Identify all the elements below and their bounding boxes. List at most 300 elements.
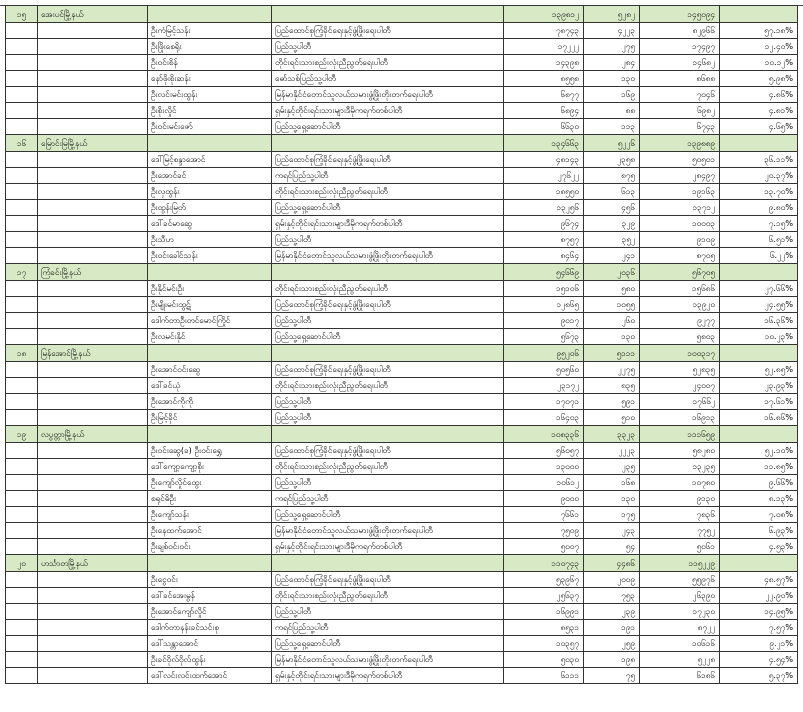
- candidate-valid-votes-cell[interactable]: ၄၈၁၄၃: [504, 152, 584, 168]
- candidate-invalid-votes-cell[interactable]: ၂၇၅: [584, 39, 640, 55]
- empty-cell[interactable]: [38, 200, 148, 216]
- empty-cell[interactable]: [38, 248, 148, 264]
- candidate-percent-cell[interactable]: ၄.၈၆%: [720, 87, 798, 103]
- candidate-name-cell[interactable]: ဦးဝင်းစိန်: [148, 55, 272, 71]
- township-valid-votes-cell[interactable]: ၁၃၉၈၁၂: [504, 6, 584, 23]
- candidate-invalid-votes-cell[interactable]: ၇၅၃: [584, 588, 640, 604]
- empty-cell[interactable]: [6, 200, 38, 216]
- party-name-cell[interactable]: ပြည်ထောင်စုကြံ့ခိုင်ရေးနှင့်ဖွံ့ဖြိုးရေးပါတီ: [272, 362, 504, 378]
- party-name-cell[interactable]: ပြည်သူ့ရှေ့ဆောင်ပါတီ: [272, 507, 504, 523]
- candidate-invalid-votes-cell[interactable]: ၂၃၉: [584, 604, 640, 620]
- empty-cell[interactable]: [6, 168, 38, 184]
- party-name-cell[interactable]: တိုင်းရင်းသားစည်းလုံးညီညွတ်ရေးပါတီ: [272, 184, 504, 200]
- candidate-name-cell[interactable]: ဒေါ်လင်းလင်းထက်အောင်: [148, 668, 272, 684]
- empty-cell[interactable]: [38, 636, 148, 652]
- candidate-total-votes-cell[interactable]: ၇၇၅၂: [640, 523, 720, 539]
- candidate-valid-votes-cell[interactable]: ၅၀၅၆၀: [504, 362, 584, 378]
- party-name-cell[interactable]: တိုင်းရင်းသားစည်းလုံးညီညွတ်ရေးပါတီ: [272, 55, 504, 71]
- party-name-cell[interactable]: ပြည်သူ့ပါတီ: [272, 604, 504, 620]
- empty-cell[interactable]: [38, 55, 148, 71]
- candidate-total-votes-cell[interactable]: ၁၆၉၁၃: [640, 410, 720, 426]
- empty-cell[interactable]: [272, 264, 504, 281]
- party-name-cell[interactable]: တိုင်းရင်းသားစည်းလုံးညီညွတ်ရေးပါတီ: [272, 588, 504, 604]
- candidate-invalid-votes-cell[interactable]: ၂၄၃: [584, 523, 640, 539]
- empty-cell[interactable]: [6, 119, 38, 135]
- township-code-cell[interactable]: ၁၇: [6, 264, 38, 281]
- township-code-cell[interactable]: ၁၉: [6, 426, 38, 443]
- party-name-cell[interactable]: ကရင်ပြည်သူ့ပါတီ: [272, 620, 504, 636]
- candidate-percent-cell[interactable]: ၁၁.၈၅%: [720, 459, 798, 475]
- candidate-total-votes-cell[interactable]: ၆၉၈၂: [640, 103, 720, 119]
- candidate-name-cell[interactable]: စရုင်ဓိဦး: [148, 491, 272, 507]
- empty-cell[interactable]: [6, 475, 38, 491]
- candidate-valid-votes-cell[interactable]: ၆၆၃၀: [504, 119, 584, 135]
- party-name-cell[interactable]: ပြည်ထောင်စုကြံ့ခိုင်ရေးနှင့်ဖွံ့ဖြိုးရေးပါတီ: [272, 443, 504, 459]
- candidate-valid-votes-cell[interactable]: ၅၆၀၅၇: [504, 443, 584, 459]
- township-invalid-votes-cell[interactable]: ၅၁၁၁: [584, 345, 640, 362]
- empty-cell[interactable]: [38, 572, 148, 588]
- party-name-cell[interactable]: ရှမ်းနှင့်တိုင်းရင်းသားများဒီမိုကရက်တစ်ပါတီ: [272, 216, 504, 232]
- candidate-invalid-votes-cell[interactable]: ၅၈၀: [584, 281, 640, 297]
- candidate-invalid-votes-cell[interactable]: ၂၆၀: [584, 313, 640, 329]
- candidate-percent-cell[interactable]: ၂၀.၃၇%: [720, 168, 798, 184]
- party-name-cell[interactable]: ပြည်ထောင်စုကြံ့ခိုင်ရေးနှင့်ဖွံ့ဖြိုးရေးပါတီ: [272, 572, 504, 588]
- candidate-percent-cell[interactable]: ၅.၉၈%: [720, 71, 798, 87]
- candidate-percent-cell[interactable]: ၅၂.၈၅%: [720, 362, 798, 378]
- party-name-cell[interactable]: ပြည်ထောင်စုကြံ့ခိုင်ရေးနှင့်ဖွံ့ဖြိုးရေးပါတီ: [272, 152, 504, 168]
- empty-cell[interactable]: [38, 507, 148, 523]
- empty-cell[interactable]: [6, 329, 38, 345]
- candidate-invalid-votes-cell[interactable]: ၃၅၂: [584, 232, 640, 248]
- township-name-cell[interactable]: မြောင်းမြမြို့နယ်: [38, 135, 148, 152]
- empty-cell[interactable]: [720, 135, 798, 152]
- candidate-valid-votes-cell[interactable]: ၁၂၈၆၅: [504, 297, 584, 313]
- candidate-name-cell[interactable]: ဦးဝင်းခေါင်သန်း: [148, 248, 272, 264]
- empty-cell[interactable]: [6, 620, 38, 636]
- candidate-invalid-votes-cell[interactable]: ၈၇၅: [584, 168, 640, 184]
- candidate-total-votes-cell[interactable]: ၅၂၂၈: [640, 652, 720, 668]
- candidate-invalid-votes-cell[interactable]: ၂၈၄: [584, 55, 640, 71]
- empty-cell[interactable]: [38, 232, 148, 248]
- candidate-total-votes-cell[interactable]: ၁၇၆၆၂: [640, 394, 720, 410]
- township-valid-votes-cell[interactable]: ၁၁၀၇၄၃: [504, 555, 584, 572]
- candidate-invalid-votes-cell[interactable]: ၈၈: [584, 103, 640, 119]
- candidate-name-cell[interactable]: ဒေါက်တာဦးတင်မောင်ကြိုင်: [148, 313, 272, 329]
- candidate-valid-votes-cell[interactable]: ၁၈၅၅၀: [504, 184, 584, 200]
- party-name-cell[interactable]: မြန်မာနိုင်ငံတောင်သူလယ်သမားဖွံ့ဖြိုးတိုးတက်ရေးပါတီ: [272, 248, 504, 264]
- candidate-total-votes-cell[interactable]: ၂၈၄၉၇: [640, 168, 720, 184]
- candidate-invalid-votes-cell[interactable]: ၂၃၅: [584, 459, 640, 475]
- candidate-valid-votes-cell[interactable]: ၉၀၁၇: [504, 313, 584, 329]
- empty-cell[interactable]: [148, 345, 272, 362]
- candidate-name-cell[interactable]: ဦးအောင်ခင်: [148, 168, 272, 184]
- party-name-cell[interactable]: ရှမ်းနှင့်တိုင်းရင်းသားများဒီမိုကရက်တစ်ပါတီ: [272, 539, 504, 555]
- township-valid-votes-cell[interactable]: ၉၅၂၀၆: [504, 345, 584, 362]
- empty-cell[interactable]: [38, 87, 148, 103]
- candidate-name-cell[interactable]: ဦးဖြိုးစေရိုး: [148, 39, 272, 55]
- candidate-percent-cell[interactable]: ၄၈.၅၇%: [720, 572, 798, 588]
- candidate-total-votes-cell[interactable]: ၈၇၀၅: [640, 248, 720, 264]
- empty-cell[interactable]: [6, 378, 38, 394]
- candidate-valid-votes-cell[interactable]: ၆၁၁၁: [504, 668, 584, 684]
- empty-cell[interactable]: [6, 281, 38, 297]
- candidate-valid-votes-cell[interactable]: ၅၀၃၀: [504, 652, 584, 668]
- candidate-name-cell[interactable]: ဒေါက်တာနန်းခင်သင်းစု: [148, 620, 272, 636]
- candidate-invalid-votes-cell[interactable]: ၂၄၁: [584, 248, 640, 264]
- township-invalid-votes-cell[interactable]: ၃၃၂၃: [584, 426, 640, 443]
- candidate-valid-votes-cell[interactable]: ၆၈၉၄: [504, 103, 584, 119]
- candidate-percent-cell[interactable]: ၆.၂၂%: [720, 248, 798, 264]
- candidate-valid-votes-cell[interactable]: ၇၈၇၄၃: [504, 23, 584, 39]
- candidate-valid-votes-cell[interactable]: ၁၇၀၇၁: [504, 394, 584, 410]
- candidate-invalid-votes-cell[interactable]: ၂၃၅၈: [584, 152, 640, 168]
- empty-cell[interactable]: [6, 313, 38, 329]
- party-name-cell[interactable]: ဓော်သစ်ပြည်သူ့ပါတီ: [272, 71, 504, 87]
- empty-cell[interactable]: [38, 378, 148, 394]
- candidate-total-votes-cell[interactable]: ၇၈၃၆: [640, 507, 720, 523]
- candidate-total-votes-cell[interactable]: ၉၁၃၀: [640, 491, 720, 507]
- candidate-invalid-votes-cell[interactable]: ၁၃၀: [584, 71, 640, 87]
- candidate-invalid-votes-cell[interactable]: ၅၄: [584, 539, 640, 555]
- empty-cell[interactable]: [6, 459, 38, 475]
- candidate-percent-cell[interactable]: ၂၃.၉၃%: [720, 378, 798, 394]
- candidate-invalid-votes-cell[interactable]: ၁၉၈: [584, 652, 640, 668]
- township-valid-votes-cell[interactable]: ၁၃၄၆၆၃: [504, 135, 584, 152]
- candidate-total-votes-cell[interactable]: ၂၆၃၉၀: [640, 588, 720, 604]
- candidate-invalid-votes-cell[interactable]: ၆၁၃: [584, 184, 640, 200]
- township-valid-votes-cell[interactable]: ၅၄၆၆၉: [504, 264, 584, 281]
- candidate-name-cell[interactable]: ဦးအောင်ဝင်းဆွေ: [148, 362, 272, 378]
- party-name-cell[interactable]: ပြည်သူ့ရှေ့ဆောင်ပါတီ: [272, 329, 504, 345]
- empty-cell[interactable]: [272, 135, 504, 152]
- empty-cell[interactable]: [38, 475, 148, 491]
- empty-cell[interactable]: [6, 23, 38, 39]
- empty-cell[interactable]: [6, 668, 38, 684]
- candidate-percent-cell[interactable]: ၄.၅၃%: [720, 539, 798, 555]
- candidate-percent-cell[interactable]: ၁၂.၄၀%: [720, 39, 798, 55]
- candidate-total-votes-cell[interactable]: ၅၂၈၃၅: [640, 362, 720, 378]
- candidate-valid-votes-cell[interactable]: ၁၄၃၉၈: [504, 55, 584, 71]
- candidate-name-cell[interactable]: ဦးမျိုးမင်းထွဋ်: [148, 297, 272, 313]
- candidate-total-votes-cell[interactable]: ၈၆၈၈: [640, 71, 720, 87]
- candidate-name-cell[interactable]: ဦးအောင်ကိုကို: [148, 394, 272, 410]
- candidate-percent-cell[interactable]: ၃၆.၁၁%: [720, 152, 798, 168]
- township-total-votes-cell[interactable]: ၁၃၉၈၈၉: [640, 135, 720, 152]
- candidate-name-cell[interactable]: ဦးငွေဝင်း: [148, 572, 272, 588]
- empty-cell[interactable]: [38, 313, 148, 329]
- empty-cell[interactable]: [148, 264, 272, 281]
- candidate-name-cell[interactable]: ဦးခင်ဝိုလ်ဝိုလ်ထွန်း: [148, 652, 272, 668]
- candidate-name-cell[interactable]: ဦးထွန်းမြတ်: [148, 200, 272, 216]
- empty-cell[interactable]: [38, 184, 148, 200]
- candidate-valid-votes-cell[interactable]: ၁၆၄၀၃: [504, 410, 584, 426]
- candidate-invalid-votes-cell[interactable]: ၁၁၃: [584, 119, 640, 135]
- candidate-percent-cell[interactable]: ၆.၉၃%: [720, 523, 798, 539]
- empty-cell[interactable]: [6, 39, 38, 55]
- candidate-invalid-votes-cell[interactable]: ၄၂၂၃: [584, 23, 640, 39]
- township-name-cell[interactable]: မြန်အောင်မြို့နယ်: [38, 345, 148, 362]
- candidate-valid-votes-cell[interactable]: ၅၀၀၇: [504, 539, 584, 555]
- township-code-cell[interactable]: ၁၆: [6, 135, 38, 152]
- empty-cell[interactable]: [6, 362, 38, 378]
- empty-cell[interactable]: [38, 620, 148, 636]
- township-invalid-votes-cell[interactable]: ၅၂၂၆: [584, 135, 640, 152]
- candidate-invalid-votes-cell[interactable]: ၅၁၀: [584, 410, 640, 426]
- township-valid-votes-cell[interactable]: ၁၀၈၃၃၆: [504, 426, 584, 443]
- candidate-valid-votes-cell[interactable]: ၉၆၇၄: [504, 216, 584, 232]
- party-name-cell[interactable]: ပြည်သူ့ပါတီ: [272, 313, 504, 329]
- empty-cell[interactable]: [6, 216, 38, 232]
- empty-cell[interactable]: [6, 491, 38, 507]
- candidate-total-votes-cell[interactable]: ၈၇၂၂: [640, 620, 720, 636]
- township-invalid-votes-cell[interactable]: ၂၀၃၆: [584, 264, 640, 281]
- candidate-name-cell[interactable]: ဒေါ်ခင်အေးမွန်: [148, 588, 272, 604]
- candidate-valid-votes-cell[interactable]: ၂၅၆၃၇: [504, 588, 584, 604]
- candidate-percent-cell[interactable]: ၅၇.၁၈%: [720, 23, 798, 39]
- empty-cell[interactable]: [148, 135, 272, 152]
- candidate-name-cell[interactable]: ဦးဝင်းမင်းဇော်: [148, 119, 272, 135]
- candidate-percent-cell[interactable]: ၁၄.၉၅%: [720, 604, 798, 620]
- party-name-cell[interactable]: ပြည်ထောင်စုကြံ့ခိုင်ရေးနှင့်ဖွံ့ဖြိုးရေးပါတီ: [272, 23, 504, 39]
- empty-cell[interactable]: [38, 652, 148, 668]
- candidate-total-votes-cell[interactable]: ၁၀၇၈၀: [640, 475, 720, 491]
- empty-cell[interactable]: [6, 55, 38, 71]
- party-name-cell[interactable]: တိုင်းရင်းသားစည်းလုံးညီညွတ်ရေးပါတီ: [272, 459, 504, 475]
- empty-cell[interactable]: [720, 264, 798, 281]
- empty-cell[interactable]: [38, 329, 148, 345]
- candidate-invalid-votes-cell[interactable]: ၅၉၁: [584, 394, 640, 410]
- candidate-invalid-votes-cell[interactable]: ၃၂၉: [584, 216, 640, 232]
- empty-cell[interactable]: [38, 604, 148, 620]
- party-name-cell[interactable]: တိုင်းရင်းသားစည်းလုံးညီညွတ်ရေးပါတီ: [272, 378, 504, 394]
- party-name-cell[interactable]: ပြည်သူ့ပါတီ: [272, 232, 504, 248]
- township-code-cell[interactable]: ၂၀: [6, 555, 38, 572]
- candidate-total-votes-cell[interactable]: ၁၇၄၉၇: [640, 39, 720, 55]
- candidate-percent-cell[interactable]: ၄.၈၁%: [720, 103, 798, 119]
- party-name-cell[interactable]: ပြည်သူ့ရှေ့ဆောင်ပါတီ: [272, 200, 504, 216]
- empty-cell[interactable]: [6, 103, 38, 119]
- party-name-cell[interactable]: မြန်မာနိုင်ငံတောင်သူလယ်သမားဖွံ့ဖြိုးတိုးတက်ရေးပါတီ: [272, 523, 504, 539]
- empty-cell[interactable]: [6, 604, 38, 620]
- candidate-valid-votes-cell[interactable]: ၁၃၀၀၀: [504, 459, 584, 475]
- township-total-votes-cell[interactable]: ၅၆၇၀၅: [640, 264, 720, 281]
- candidate-name-cell[interactable]: ဦးလှထွန်း: [148, 184, 272, 200]
- candidate-invalid-votes-cell[interactable]: ၁၀၅၅: [584, 297, 640, 313]
- township-total-votes-cell[interactable]: ၁၄၅၀၉၄: [640, 6, 720, 23]
- candidate-valid-votes-cell[interactable]: ၁၆၉၉၁: [504, 604, 584, 620]
- candidate-name-cell[interactable]: ဒေါ်ခင်မာဆွေ: [148, 216, 272, 232]
- candidate-percent-cell[interactable]: ၉.၆၆%: [720, 475, 798, 491]
- township-total-votes-cell[interactable]: ၁၁၅၂၂၉: [640, 555, 720, 572]
- candidate-valid-votes-cell[interactable]: ၇၆၆၁: [504, 507, 584, 523]
- candidate-valid-votes-cell[interactable]: ၈၅၅၈: [504, 71, 584, 87]
- empty-cell[interactable]: [148, 555, 272, 572]
- party-name-cell[interactable]: ပြည်သူ့ရှေ့ဆောင်ပါတီ: [272, 636, 504, 652]
- candidate-name-cell[interactable]: ဦးနိုင်မင်းဦး: [148, 281, 272, 297]
- empty-cell[interactable]: [38, 281, 148, 297]
- party-name-cell[interactable]: မြန်မာနိုင်ငံတောင်သူလယ်သမားဖွံ့ဖြိုးတိုးတက်ရေးပါတီ: [272, 87, 504, 103]
- candidate-total-votes-cell[interactable]: ၁၇၂၃၀: [640, 604, 720, 620]
- empty-cell[interactable]: [6, 443, 38, 459]
- candidate-name-cell[interactable]: ဦးကျော်သန်း: [148, 507, 272, 523]
- empty-cell[interactable]: [6, 297, 38, 313]
- candidate-name-cell[interactable]: ဒေါ်သန္တာအောင်: [148, 636, 272, 652]
- candidate-percent-cell[interactable]: ၆.၅၁%: [720, 232, 798, 248]
- empty-cell[interactable]: [148, 6, 272, 23]
- empty-cell[interactable]: [6, 394, 38, 410]
- candidate-invalid-votes-cell[interactable]: ၄၅၆: [584, 200, 640, 216]
- candidate-valid-votes-cell[interactable]: ၁၇၂၂၂: [504, 39, 584, 55]
- empty-cell[interactable]: [6, 152, 38, 168]
- candidate-invalid-votes-cell[interactable]: ၁၉၁: [584, 620, 640, 636]
- candidate-percent-cell[interactable]: ၁၀.၁၂%: [720, 55, 798, 71]
- empty-cell[interactable]: [6, 572, 38, 588]
- candidate-invalid-votes-cell[interactable]: ၂၀၀၉: [584, 572, 640, 588]
- candidate-name-cell[interactable]: ဒေါ်မြင့်စန္ဒာအောင်: [148, 152, 272, 168]
- empty-cell[interactable]: [38, 443, 148, 459]
- candidate-valid-votes-cell[interactable]: ၁၅၁၀၆: [504, 281, 584, 297]
- empty-cell[interactable]: [272, 345, 504, 362]
- candidate-name-cell[interactable]: ဦးလမင်းနိုင်: [148, 329, 272, 345]
- candidate-total-votes-cell[interactable]: ၁၀၀၀၃: [640, 216, 720, 232]
- candidate-invalid-votes-cell[interactable]: ၁၃၀: [584, 329, 640, 345]
- candidate-name-cell[interactable]: နော်ဖိုးစိုးဆန်း: [148, 71, 272, 87]
- candidate-valid-votes-cell[interactable]: ၉၀၀၀: [504, 491, 584, 507]
- empty-cell[interactable]: [38, 539, 148, 555]
- party-name-cell[interactable]: ရှမ်းနှင့်တိုင်းရင်းသားများဒီမိုကရက်တစ်ပါတီ: [272, 103, 504, 119]
- empty-cell[interactable]: [720, 555, 798, 572]
- empty-cell[interactable]: [38, 119, 148, 135]
- candidate-total-votes-cell[interactable]: ၅၅၉၇၆: [640, 572, 720, 588]
- candidate-name-cell[interactable]: ဦးကံမြင့်သန်း: [148, 23, 272, 39]
- empty-cell[interactable]: [38, 152, 148, 168]
- candidate-name-cell[interactable]: ဦးစိုးလှိုင်: [148, 103, 272, 119]
- party-name-cell[interactable]: တိုင်းရင်းသားစည်းလုံးညီညွတ်ရေးပါတီ: [272, 281, 504, 297]
- candidate-total-votes-cell[interactable]: ၁၉၁၆၃: [640, 184, 720, 200]
- candidate-total-votes-cell[interactable]: ၈၂၉၆၆: [640, 23, 720, 39]
- candidate-invalid-votes-cell[interactable]: ၇၅: [584, 668, 640, 684]
- empty-cell[interactable]: [6, 184, 38, 200]
- party-name-cell[interactable]: ပြည်သူ့ပါတီ: [272, 39, 504, 55]
- empty-cell[interactable]: [38, 23, 148, 39]
- candidate-valid-votes-cell[interactable]: ၁၀၃၅၇: [504, 636, 584, 652]
- empty-cell[interactable]: [38, 588, 148, 604]
- candidate-valid-votes-cell[interactable]: ၂၇၆၂၂: [504, 168, 584, 184]
- empty-cell[interactable]: [38, 394, 148, 410]
- candidate-name-cell[interactable]: ဦးသီဟ: [148, 232, 272, 248]
- township-name-cell[interactable]: အေးပင်မြို့နယ်: [38, 6, 148, 23]
- township-name-cell[interactable]: ဟင်္သာတမြို့နယ်: [38, 555, 148, 572]
- candidate-percent-cell[interactable]: ၄.၅၄%: [720, 652, 798, 668]
- empty-cell[interactable]: [38, 216, 148, 232]
- candidate-name-cell[interactable]: ဒေါ်ကျော့ကျော့စိုး: [148, 459, 272, 475]
- candidate-name-cell[interactable]: ဦးကျော်လှိုင်ထွေး: [148, 475, 272, 491]
- empty-cell[interactable]: [6, 539, 38, 555]
- party-name-cell[interactable]: ပြည်သူ့ပါတီ: [272, 410, 504, 426]
- candidate-total-votes-cell[interactable]: ၁၃၉၂၀: [640, 297, 720, 313]
- party-name-cell[interactable]: ကရင်ပြည်သူ့ပါတီ: [272, 491, 504, 507]
- candidate-invalid-votes-cell[interactable]: ၈၃၅: [584, 378, 640, 394]
- candidate-name-cell[interactable]: ဦးချစ်ဝင်းဝင်း: [148, 539, 272, 555]
- party-name-cell[interactable]: ပြည်ထောင်စုကြံ့ခိုင်ရေးနှင့်ဖွံ့ဖြိုးရေးပါတီ: [272, 297, 504, 313]
- candidate-valid-votes-cell[interactable]: ၁၃၂၅၆: [504, 200, 584, 216]
- candidate-invalid-votes-cell[interactable]: ၂၂၇၅: [584, 362, 640, 378]
- party-name-cell[interactable]: ပြည်သူ့ပါတီ: [272, 475, 504, 491]
- empty-cell[interactable]: [6, 248, 38, 264]
- candidate-invalid-votes-cell[interactable]: ၁၆၈: [584, 475, 640, 491]
- candidate-name-cell[interactable]: ဦးလင်းမင်းထွန်း: [148, 87, 272, 103]
- township-invalid-votes-cell[interactable]: ၅၂၈၂: [584, 6, 640, 23]
- empty-cell[interactable]: [6, 588, 38, 604]
- empty-cell[interactable]: [6, 523, 38, 539]
- candidate-total-votes-cell[interactable]: ၇၀၄၆: [640, 87, 720, 103]
- candidate-valid-votes-cell[interactable]: ၆၈၇၇: [504, 87, 584, 103]
- empty-cell[interactable]: [720, 426, 798, 443]
- candidate-total-votes-cell[interactable]: ၁၃၇၁၂: [640, 200, 720, 216]
- empty-cell[interactable]: [720, 6, 798, 23]
- candidate-total-votes-cell[interactable]: ၁၅၆၈၆: [640, 281, 720, 297]
- candidate-name-cell[interactable]: ဦးနေထက်အောင်: [148, 523, 272, 539]
- township-name-cell[interactable]: ကြံခင်းမြို့နယ်: [38, 264, 148, 281]
- empty-cell[interactable]: [38, 410, 148, 426]
- candidate-percent-cell[interactable]: ၅၂.၁၀%: [720, 443, 798, 459]
- empty-cell[interactable]: [38, 71, 148, 87]
- party-name-cell[interactable]: ပြည်သူ့ပါတီ: [272, 394, 504, 410]
- party-name-cell[interactable]: ရှမ်းနှင့်တိုင်းရင်းသားများဒီမိုကရက်တစ်ပါတီ: [272, 668, 504, 684]
- empty-cell[interactable]: [38, 168, 148, 184]
- party-name-cell[interactable]: ပြည်သူ့ရှေ့ဆောင်ပါတီ: [272, 119, 504, 135]
- candidate-percent-cell[interactable]: ၇.၅၇%: [720, 620, 798, 636]
- candidate-valid-votes-cell[interactable]: ၈၄၆၄: [504, 248, 584, 264]
- candidate-name-cell[interactable]: ဦးမြင့်ခိုင်: [148, 410, 272, 426]
- candidate-valid-votes-cell[interactable]: ၁၀၆၁၂: [504, 475, 584, 491]
- township-total-votes-cell[interactable]: ၁၁၁၆၅၉: [640, 426, 720, 443]
- empty-cell[interactable]: [38, 491, 148, 507]
- candidate-name-cell[interactable]: ဦးအောင်ကျော်လှိုင်: [148, 604, 272, 620]
- candidate-percent-cell[interactable]: ၁၆.၈၆%: [720, 410, 798, 426]
- candidate-percent-cell[interactable]: ၁၀.၂၃%: [720, 329, 798, 345]
- empty-cell[interactable]: [38, 459, 148, 475]
- empty-cell[interactable]: [148, 426, 272, 443]
- candidate-invalid-votes-cell[interactable]: ၁၆၉: [584, 87, 640, 103]
- township-code-cell[interactable]: ၁၅: [6, 6, 38, 23]
- candidate-percent-cell[interactable]: ၈.၁၃%: [720, 491, 798, 507]
- candidate-name-cell[interactable]: ဦးဝင်းဆွေ(ခ) ဦးဝင်းရွှေ: [148, 443, 272, 459]
- empty-cell[interactable]: [38, 103, 148, 119]
- township-code-cell[interactable]: ၁၈: [6, 345, 38, 362]
- party-name-cell[interactable]: ကရင်ပြည်သူ့ပါတီ: [272, 168, 504, 184]
- candidate-percent-cell[interactable]: ၁၆.၃၆%: [720, 313, 798, 329]
- township-name-cell[interactable]: လပွတ္တာမြို့နယ်: [38, 426, 148, 443]
- empty-cell[interactable]: [720, 345, 798, 362]
- candidate-percent-cell[interactable]: ၄.၆၅%: [720, 119, 798, 135]
- candidate-total-votes-cell[interactable]: ၆၁၈၆: [640, 668, 720, 684]
- candidate-percent-cell[interactable]: ၇.၁၅%: [720, 216, 798, 232]
- candidate-total-votes-cell[interactable]: ၂၄၀၀၇: [640, 378, 720, 394]
- empty-cell[interactable]: [6, 410, 38, 426]
- candidate-percent-cell[interactable]: ၂၇.၆၆%: [720, 281, 798, 297]
- candidate-valid-votes-cell[interactable]: ၇၅၀၉: [504, 523, 584, 539]
- candidate-total-votes-cell[interactable]: ၆၇၄၃: [640, 119, 720, 135]
- candidate-percent-cell[interactable]: ၁၃.၇၀%: [720, 184, 798, 200]
- candidate-total-votes-cell[interactable]: ၅၈၀၃: [640, 329, 720, 345]
- candidate-invalid-votes-cell[interactable]: ၁၇၅: [584, 507, 640, 523]
- empty-cell[interactable]: [272, 426, 504, 443]
- candidate-name-cell[interactable]: ဒေါ်ခင်ယုံ: [148, 378, 272, 394]
- empty-cell[interactable]: [6, 652, 38, 668]
- empty-cell[interactable]: [272, 555, 504, 572]
- candidate-total-votes-cell[interactable]: ၉၁၀၉: [640, 232, 720, 248]
